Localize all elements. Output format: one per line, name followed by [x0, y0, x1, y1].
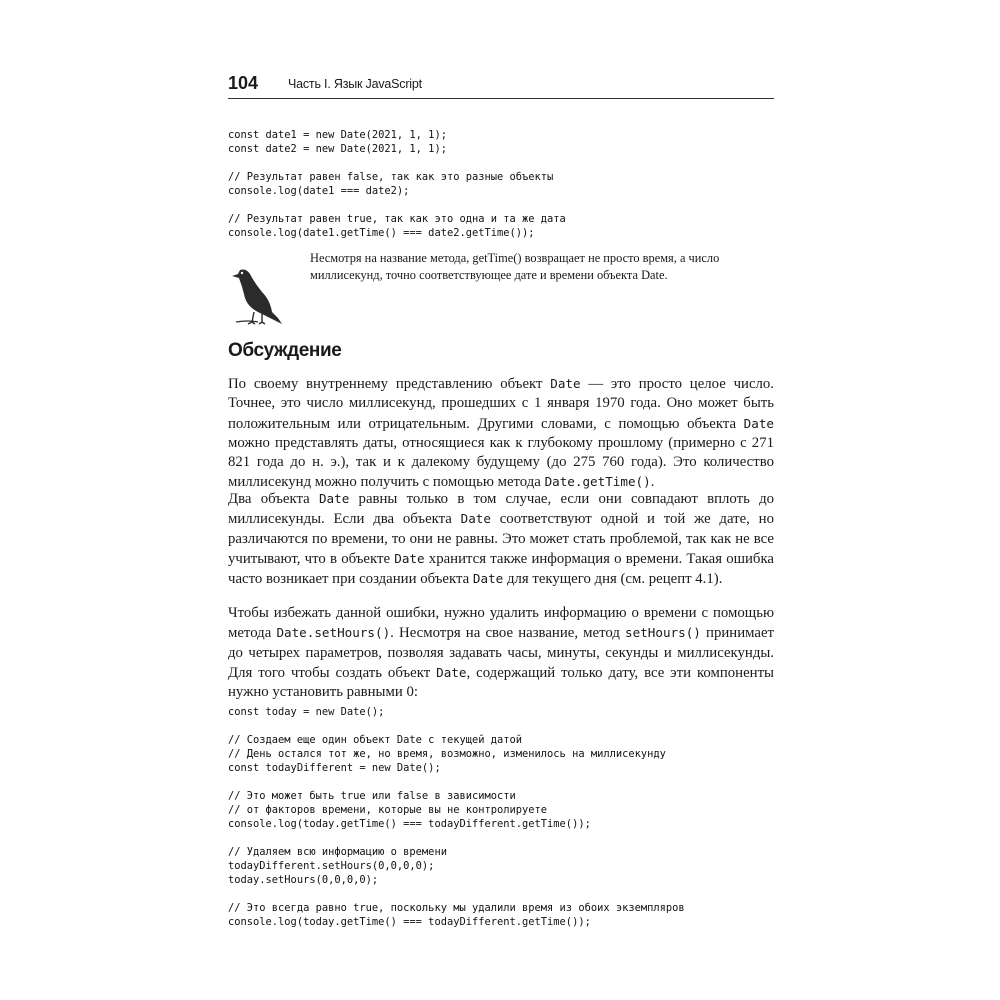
text-run: . Несмотря на свое название, метод — [390, 625, 626, 642]
text-run: , содержащий только дату, все эти компоненты нужно установить равными 0: — [228, 664, 774, 701]
note-text: Несмотря на название метода, getTime() возвращает не просто время, а число миллисекунд, точно соответствующее дате и времени объекта Date. — [310, 251, 720, 282]
paragraph-2 — [228, 489, 774, 589]
inline-code: Date — [460, 511, 491, 527]
text-run: Чтобы избежать данной ошибки, нужно удалить информацию о времени с помощью метода — [228, 605, 774, 642]
note-box — [228, 248, 774, 328]
text-run: . — [650, 474, 655, 491]
text-run: можно представлять даты, относящиеся как к глубокому прошлому (примерно с 271 821 года до н. э.), так и к далекому будущему (до 275 760 года). Это количество миллисекунд можно получить с помощью метода — [228, 434, 774, 491]
inline-code: setHours() — [625, 625, 701, 641]
inline-code: Date — [743, 415, 774, 431]
inline-code: Date — [550, 376, 581, 391]
section-title: Обсуждение — [228, 340, 342, 361]
page-header — [228, 72, 774, 99]
text-run: Два объекта — [228, 491, 319, 507]
inline-code: Date — [318, 491, 350, 506]
page-number: 104 — [228, 73, 259, 93]
inline-code: Date — [436, 664, 467, 680]
text-run: принимает до четырех параметров, позволяя задавать часы, минуты, секунды и миллисекунды. Для того чтобы создать объект — [228, 625, 774, 681]
code-block-set-hours: const today = new Date(); // Создаем еще один объект Date с текущей датой // День остался тот же, но время, возможно, изменилось на миллисекунду const todayDifferent = new Date(); // Это может быть true или false в зависимости // от факторов времени, которые вы не контролируете console.log(today.getTime() === todayDifferent.getTime()); // Удаляем всю информацию о времени todayDifferent.setHours(0,0,0,0); today.setHours(0,0,0,0); // Это всегда равно true, поскольку мы удалили время из обоих экземпляров console.log(today.getTime() === todayDifferent.getTime()); — [228, 706, 685, 928]
text-run: По своему внутреннему представлению объект — [228, 376, 551, 392]
text-run: — это просто целое число. Точнее, это число миллисекунд, прошедших с 1 января 1970 года. Оно может быть положительным или отрицательным. Другими словами, с помощью объекта — [228, 376, 774, 432]
paragraph-3 — [228, 604, 774, 702]
inline-code: Date — [394, 550, 425, 566]
text-run: соответствуют одной и той же дате, но различаются по времени, то они не равны. Это может стать проблемой, так как не все учитывают, что в объекте — [228, 511, 774, 567]
running-title: Часть I. Язык JavaScript — [288, 77, 422, 91]
text-run: хранится также информация о времени. Такая ошибка часто возникает при создании объекта — [228, 550, 774, 588]
paragraph-1 — [228, 374, 774, 493]
code-block-date-compare: const date1 = new Date(2021, 1, 1); const date2 = new Date(2021, 1, 1); // Результат равен false, так как это разные объекты console.log(date1 === date2); // Результат равен true, так как это одна и та же дата console.log(date1.getTime() === date2.getTime()); — [228, 129, 566, 239]
text-run: для текущего дня (см. рецепт 4.1). — [503, 571, 723, 588]
crow-icon — [228, 254, 286, 326]
inline-code: Date.setHours() — [276, 625, 391, 641]
inline-code: Date.getTime() — [544, 474, 651, 490]
text-run: равны только в том случае, если они совпадают вплоть до миллисекунды. Если два объекта — [228, 491, 774, 528]
inline-code: Date — [472, 571, 504, 587]
